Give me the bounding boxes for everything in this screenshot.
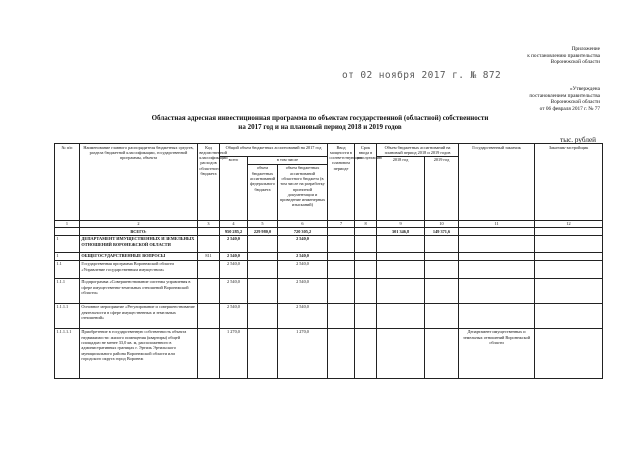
appendix-line: к постановлению правительства bbox=[527, 52, 600, 59]
row-code bbox=[198, 303, 220, 328]
row-num: 1.1.1.1 bbox=[55, 303, 80, 328]
row-capacity bbox=[328, 252, 355, 260]
row-code bbox=[198, 328, 220, 378]
row-name: Приобретение в государственную собственность объекта недвижимости: жилого помещения (квартиры) общей площадью не менее 33,0 кв. м, расположенного в административных границах г. Эртиль Эртильского муниципального района Воронежской области или городского округа город Воронеж bbox=[80, 328, 198, 378]
row-regional: 2 540,0 bbox=[278, 260, 328, 278]
row-developer bbox=[535, 303, 603, 328]
row-developer bbox=[535, 260, 603, 278]
row-2018 bbox=[377, 328, 425, 378]
header-deadline: Срок ввода в эксплуатацию bbox=[355, 144, 377, 221]
col-number: 10 bbox=[425, 220, 459, 227]
row-num: 1 bbox=[55, 252, 80, 260]
row-code bbox=[198, 278, 220, 303]
row-code bbox=[198, 260, 220, 278]
row-total: 2 540,0 bbox=[220, 252, 248, 260]
row-federal: 229 980,0 bbox=[248, 228, 278, 235]
row-deadline bbox=[355, 235, 377, 252]
row-total: 2 540,0 bbox=[220, 278, 248, 303]
row-developer bbox=[535, 228, 603, 235]
row-num: 1.1.1.1.1 bbox=[55, 328, 80, 378]
row-deadline bbox=[355, 260, 377, 278]
row-num: 1.1 bbox=[55, 260, 80, 278]
header-name: Наименование главного распорядителя бюджетных средств, раздела бюджетной классификации, государственной программы, объекта bbox=[80, 144, 198, 221]
row-total: 2 540,0 bbox=[220, 235, 248, 252]
approval-note bbox=[420, 86, 600, 112]
table-row bbox=[55, 235, 603, 252]
col-number: 11 bbox=[459, 220, 535, 227]
row-client: Департамент имущественных и земельных отношений Воронежской области bbox=[459, 328, 535, 378]
header-federal: объем бюджетных ассигнований федерального бюджета bbox=[248, 164, 278, 220]
document-title bbox=[120, 114, 520, 132]
col-number: 5 bbox=[248, 220, 278, 227]
row-name: ВСЕГО: bbox=[80, 228, 198, 235]
header-code: Код ведомственной классификации расходов областного бюджета bbox=[198, 144, 220, 221]
appendix-note bbox=[440, 46, 600, 66]
col-number: 7 bbox=[328, 220, 355, 227]
row-client bbox=[459, 228, 535, 235]
row-regional: 720 305,2 bbox=[278, 228, 328, 235]
header-2019: 2019 год bbox=[425, 156, 459, 220]
col-number: 2 bbox=[80, 220, 198, 227]
row-total: 950 285,2 bbox=[220, 228, 248, 235]
row-2019 bbox=[425, 303, 459, 328]
header-2018: 2018 год bbox=[377, 156, 425, 220]
row-code bbox=[198, 228, 220, 235]
header-num: № п/п bbox=[55, 144, 80, 221]
approval-line: постановлением правительства bbox=[529, 92, 600, 99]
row-capacity bbox=[328, 328, 355, 378]
header-client: Государственный заказчик bbox=[459, 144, 535, 221]
row-federal bbox=[248, 260, 278, 278]
row-developer bbox=[535, 278, 603, 303]
row-2018 bbox=[377, 303, 425, 328]
approval-line: «Утверждена bbox=[569, 86, 600, 92]
row-num: 1.1.1 bbox=[55, 278, 80, 303]
table-row bbox=[55, 303, 603, 328]
row-federal bbox=[248, 278, 278, 303]
appendix-line: Воронежской области bbox=[550, 59, 600, 66]
row-name: Государственная программа Воронежской области «Управление государственным имуществом» bbox=[80, 260, 198, 278]
row-num bbox=[55, 228, 80, 235]
row-client bbox=[459, 260, 535, 278]
investment-program-table bbox=[54, 143, 603, 379]
row-regional: 2 540,0 bbox=[278, 278, 328, 303]
col-number: 8 bbox=[355, 220, 377, 227]
col-number: 9 bbox=[377, 220, 425, 227]
row-federal bbox=[248, 252, 278, 260]
row-client bbox=[459, 278, 535, 303]
row-2019 bbox=[425, 252, 459, 260]
row-deadline bbox=[355, 228, 377, 235]
row-2019: 149 371,6 bbox=[425, 228, 459, 235]
header-all: всего bbox=[220, 156, 248, 220]
row-2018 bbox=[377, 252, 425, 260]
header-plan-total: Объем бюджетных ассигнований на плановый период 2018 и 2019 годов bbox=[377, 144, 459, 157]
header-total-2017: Общий объем бюджетных ассигнований на 2017 год bbox=[220, 144, 328, 157]
row-code bbox=[198, 235, 220, 252]
col-number: 12 bbox=[535, 220, 603, 227]
row-client bbox=[459, 235, 535, 252]
approval-line: от 06 февраля 2017 г. № 77 bbox=[539, 105, 600, 112]
row-developer bbox=[535, 235, 603, 252]
col-number: 6 bbox=[278, 220, 328, 227]
row-regional: 1 270,0 bbox=[278, 328, 328, 378]
row-2018 bbox=[377, 235, 425, 252]
row-num: 1 bbox=[55, 235, 80, 252]
row-total: 2 540,0 bbox=[220, 303, 248, 328]
row-total: 2 540,0 bbox=[220, 260, 248, 278]
header-capacity: Ввод мощности в соответствующем плановом периоде bbox=[328, 144, 355, 221]
row-2019 bbox=[425, 328, 459, 378]
header-regional: объем бюджетных ассигнований областного бюджета (в том числе на разработку проектной документации и проведение инженерных изысканий) bbox=[278, 164, 328, 220]
row-developer bbox=[535, 328, 603, 378]
row-2019 bbox=[425, 260, 459, 278]
row-name: Основное мероприятие «Регулирование и совершенствование деятельности в сфере имущественных и земельных отношений» bbox=[80, 303, 198, 328]
table-row bbox=[55, 278, 603, 303]
row-deadline bbox=[355, 303, 377, 328]
row-2018 bbox=[377, 278, 425, 303]
table-row bbox=[55, 252, 603, 260]
row-regional: 2 540,0 bbox=[278, 252, 328, 260]
row-regional: 2 540,0 bbox=[278, 235, 328, 252]
col-number: 1 bbox=[55, 220, 80, 227]
row-federal bbox=[248, 235, 278, 252]
title-line-1: Областная адресная инвестиционная программа по объектам государственной (областной) собственности bbox=[151, 114, 489, 122]
header-incl: в том числе bbox=[248, 156, 328, 164]
row-client bbox=[459, 303, 535, 328]
units-label: тыс. рублей bbox=[560, 136, 596, 144]
row-capacity bbox=[328, 235, 355, 252]
row-capacity bbox=[328, 228, 355, 235]
title-line-2: на 2017 год и на плановый период 2018 и 2019 годов bbox=[238, 123, 402, 131]
approval-line: Воронежской области bbox=[550, 99, 600, 106]
row-capacity bbox=[328, 278, 355, 303]
table-row bbox=[55, 328, 603, 378]
row-name: Подпрограмма «Совершенствование системы управления в сфере имущественно-земельных отношений Воронежской области» bbox=[80, 278, 198, 303]
row-deadline bbox=[355, 328, 377, 378]
row-capacity bbox=[328, 260, 355, 278]
date-stamp: от 02 ноября 2017 г. № 872 bbox=[342, 70, 502, 81]
table-row bbox=[55, 260, 603, 278]
row-2019 bbox=[425, 278, 459, 303]
col-number: 4 bbox=[220, 220, 248, 227]
col-number: 3 bbox=[198, 220, 220, 227]
row-federal bbox=[248, 328, 278, 378]
row-federal bbox=[248, 303, 278, 328]
row-total: 1 270,0 bbox=[220, 328, 248, 378]
row-deadline bbox=[355, 278, 377, 303]
row-client bbox=[459, 252, 535, 260]
row-2018: 301 346,8 bbox=[377, 228, 425, 235]
header-developer: Заказчик-застройщик bbox=[535, 144, 603, 221]
row-developer bbox=[535, 252, 603, 260]
appendix-line: Приложение bbox=[571, 46, 600, 52]
row-regional: 2 540,0 bbox=[278, 303, 328, 328]
table-row bbox=[55, 228, 603, 235]
row-deadline bbox=[355, 252, 377, 260]
row-name: ОБЩЕГОСУДАРСТВЕННЫЕ ВОПРОСЫ bbox=[80, 252, 198, 260]
row-2019 bbox=[425, 235, 459, 252]
row-2018 bbox=[377, 260, 425, 278]
row-name: ДЕПАРТАМЕНТ ИМУЩЕСТВЕННЫХ И ЗЕМЕЛЬНЫХ ОТНОШЕНИЙ ВОРОНЕЖСКОЙ ОБЛАСТИ bbox=[80, 235, 198, 252]
row-code: 811 bbox=[198, 252, 220, 260]
row-capacity bbox=[328, 303, 355, 328]
